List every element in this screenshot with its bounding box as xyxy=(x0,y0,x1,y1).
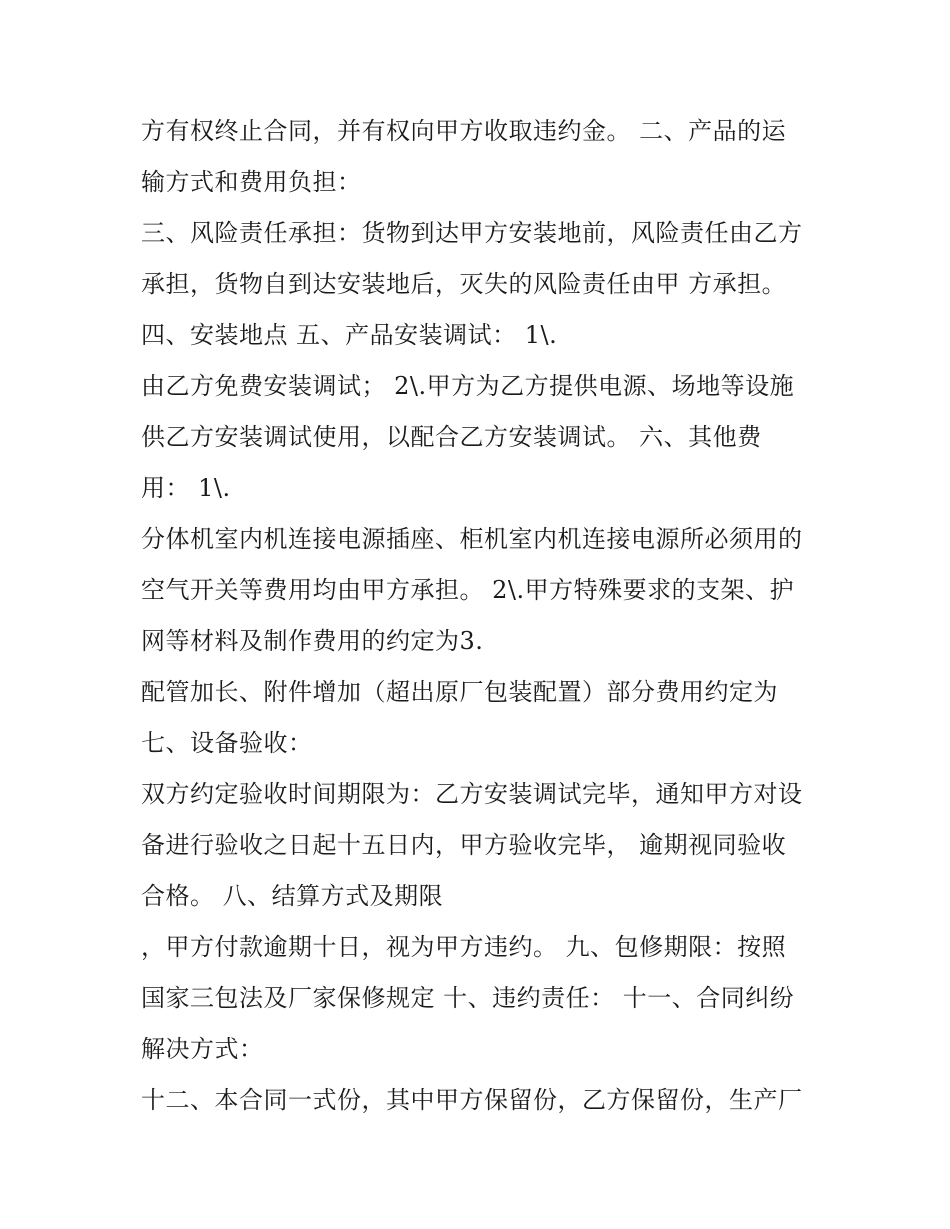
contract-text-body xyxy=(141,112,831,1132)
text-line: 方有权终止合同，并有权向甲方收取违约金。 二、产品的运 xyxy=(141,117,787,145)
text-line: 四、安装地点 五、产品安装调试： 1\. xyxy=(141,321,558,349)
text-line: 网等材料及制作费用的约定为3. xyxy=(141,627,484,655)
text-line: 分体机室内机连接电源插座、柜机室内机连接电源所必须用的 xyxy=(141,525,803,553)
text-line: 配管加长、附件增加（超出原厂包装配置）部分费用约定为 xyxy=(141,678,778,706)
text-line: 备进行验收之日起十五日内，甲方验收完毕， 逾期视同验收 xyxy=(141,831,787,859)
text-line: 由乙方免费安装调试； 2\.甲方为乙方提供电源、场地等设施 xyxy=(141,372,795,400)
text-line: 输方式和费用负担： xyxy=(141,168,362,196)
text-line: 承担，货物自到达安装地后，灭失的风险责任由甲 方承担。 xyxy=(141,270,787,298)
text-line: 合格。 八、结算方式及期限 xyxy=(141,882,444,910)
text-line: 双方约定验收时间期限为：乙方安装调试完毕，通知甲方对设 xyxy=(141,780,803,808)
text-line: 国家三包法及厂家保修规定 十、违约责任： 十一、合同纠纷 xyxy=(141,984,795,1012)
text-line: ，甲方付款逾期十日，视为甲方违约。 九、包修期限：按照 xyxy=(141,933,787,961)
text-line: 三、风险责任承担：货物到达甲方安装地前，风险责任由乙方 xyxy=(141,219,803,247)
text-line: 解决方式： xyxy=(141,1035,264,1063)
text-line: 十二、本合同一式份，其中甲方保留份，乙方保留份，生产厂 xyxy=(141,1086,803,1114)
text-line: 空气开关等费用均由甲方承担。 2\.甲方特殊要求的支架、护 xyxy=(141,576,795,604)
text-line: 用： 1\. xyxy=(141,474,231,502)
text-line: 供乙方安装调试使用，以配合乙方安装调试。 六、其他费 xyxy=(141,423,762,451)
text-line: 七、设备验收： xyxy=(141,729,313,757)
